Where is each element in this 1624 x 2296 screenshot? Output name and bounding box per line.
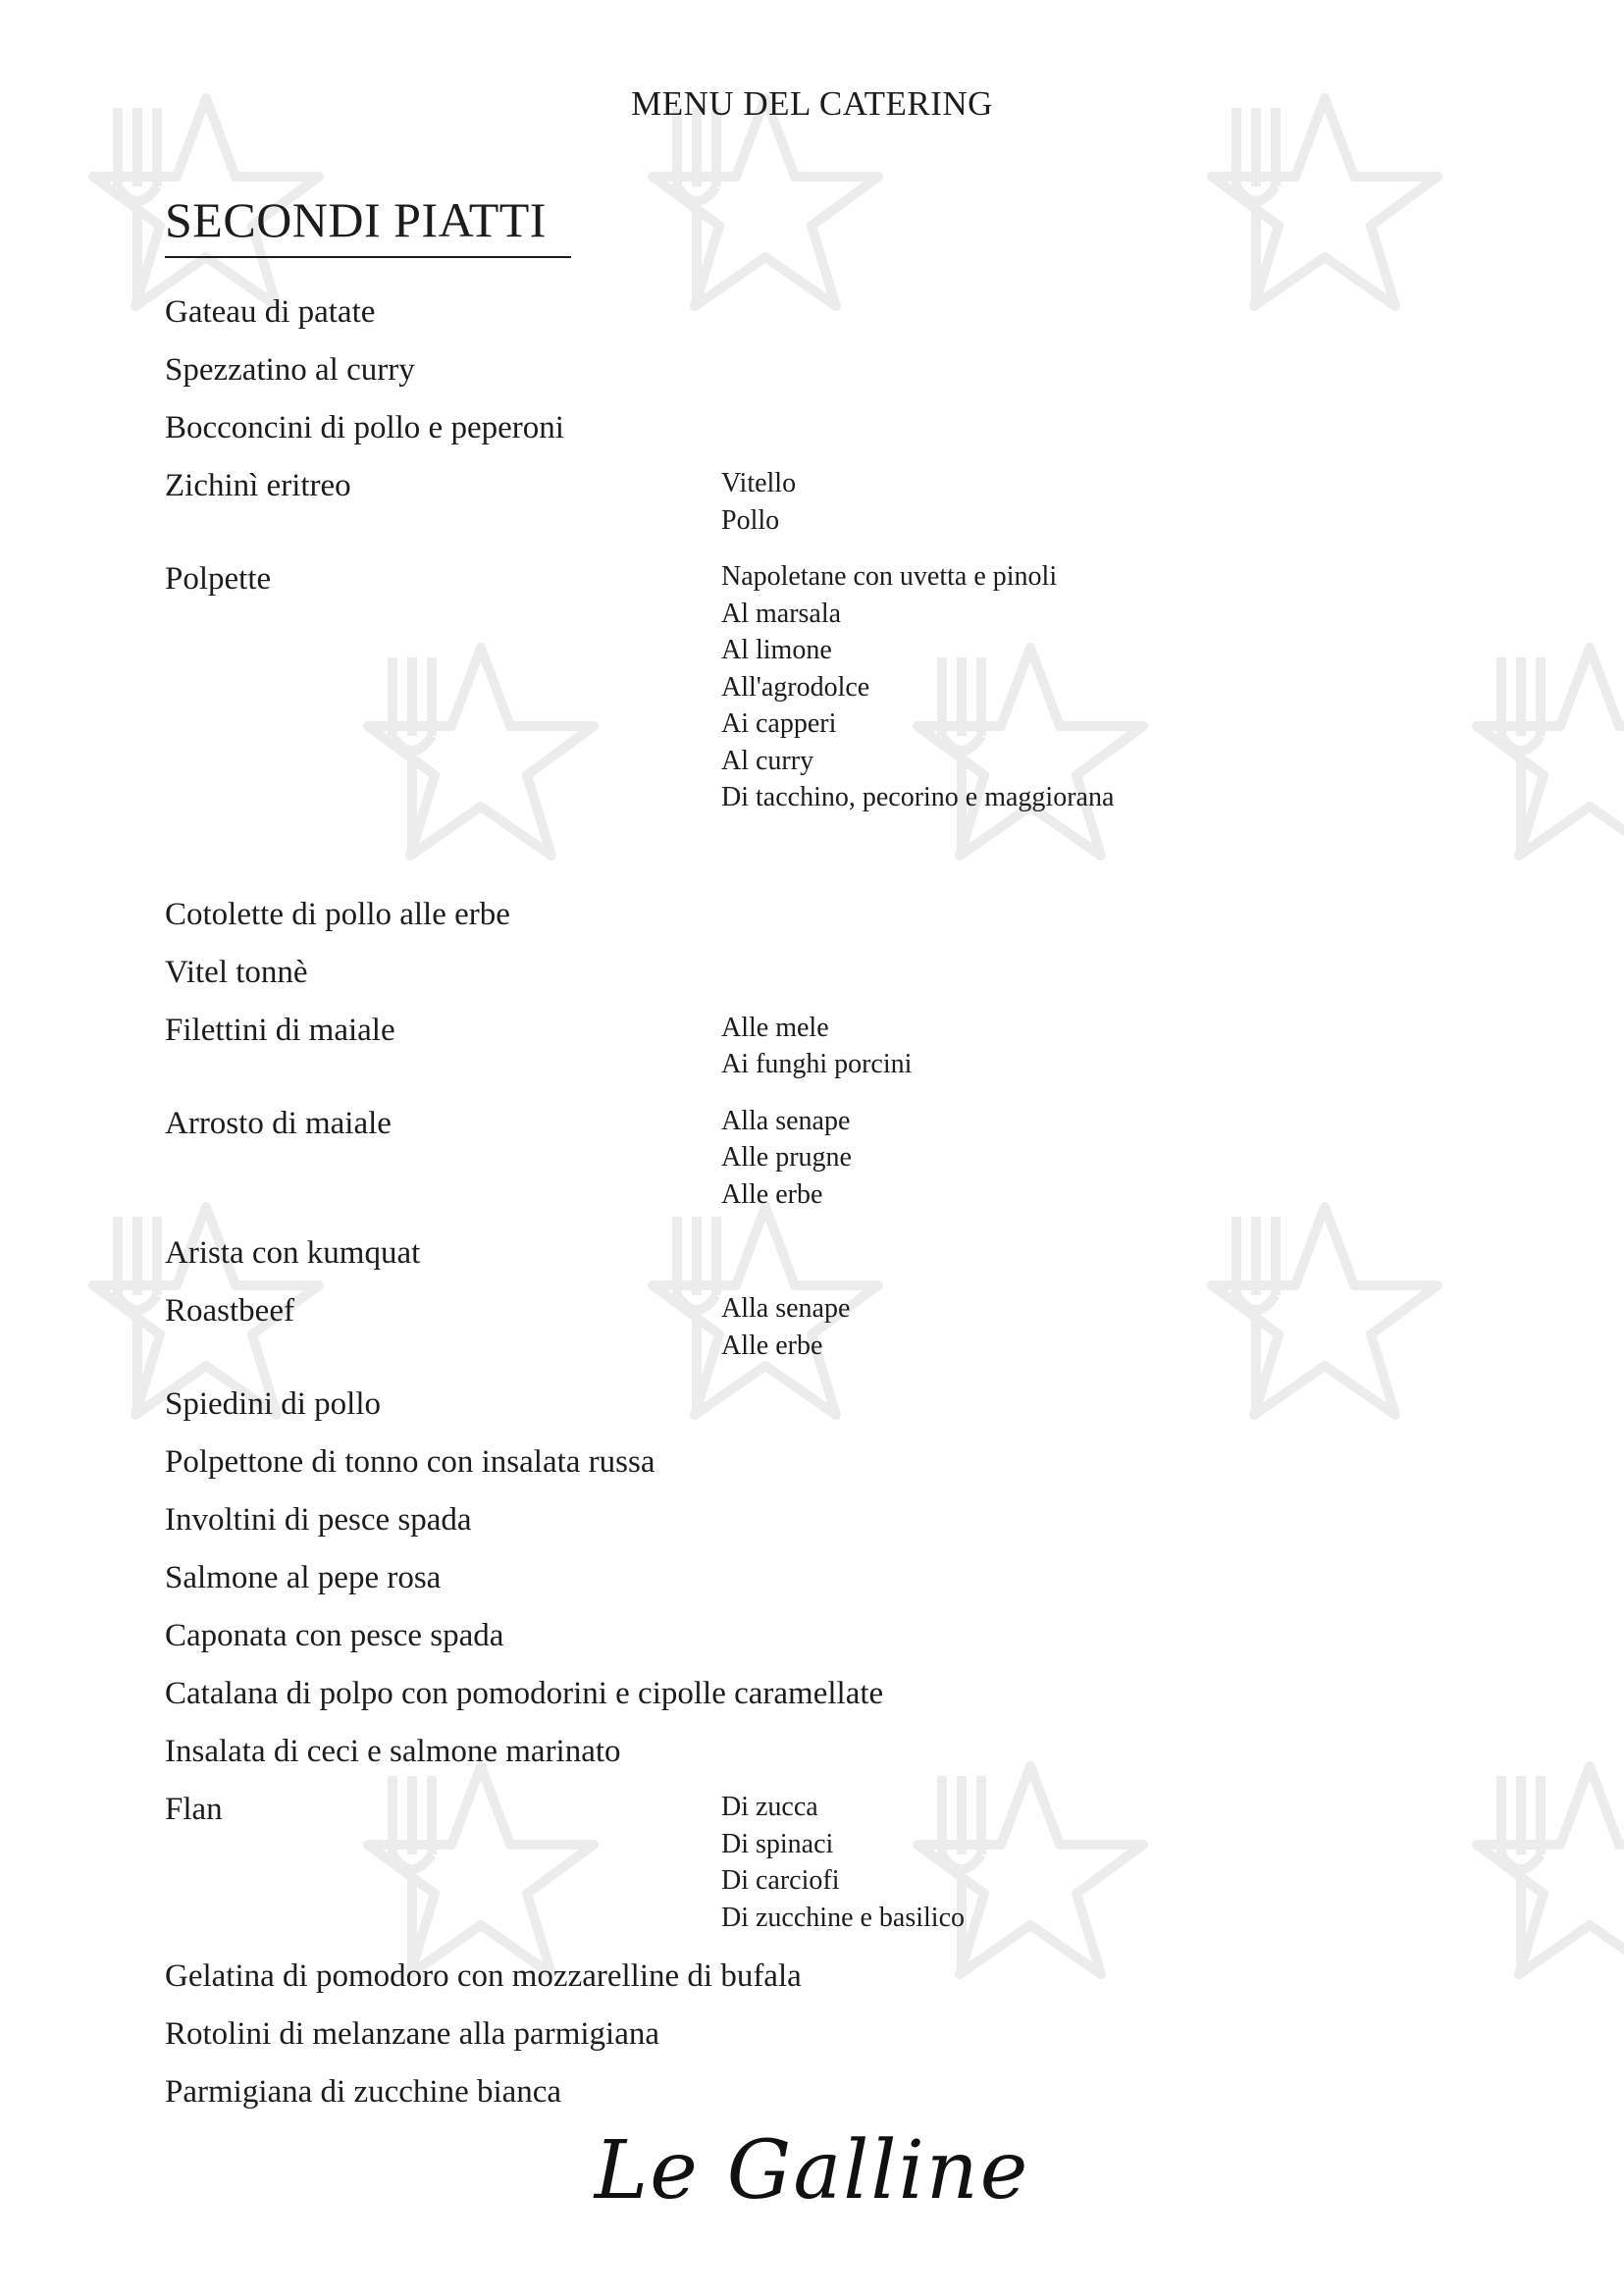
dish-name: Spiedini di pollo xyxy=(165,1386,382,1422)
dish-row xyxy=(165,1491,1441,1549)
dish-name: Spezzatino al curry xyxy=(165,352,415,388)
dish-variants xyxy=(721,457,796,550)
dish-row xyxy=(165,1549,1441,1607)
dish-variants xyxy=(721,1002,912,1095)
dish-row xyxy=(165,1607,1441,1665)
dish-variant: Alle erbe xyxy=(721,1330,823,1361)
dish-list xyxy=(165,284,1441,2121)
dish-variant: Al marsala xyxy=(721,598,842,629)
dish-row xyxy=(165,828,1441,886)
dish-row xyxy=(165,284,1441,341)
dish-variant: Al curry xyxy=(721,745,814,776)
dish-variant: Pollo xyxy=(721,504,780,536)
dish-name: Arista con kumquat xyxy=(165,1235,421,1271)
dish-name: Cotolette di pollo alle erbe xyxy=(165,896,510,932)
dish-variant: Di zucchine e basilico xyxy=(721,1902,966,1933)
dish-row xyxy=(165,1948,1441,2006)
dish-variant: Ai funghi porcini xyxy=(721,1049,913,1079)
dish-name: Bocconcini di pollo e peperoni xyxy=(165,410,564,445)
dish-variant: Ai capperi xyxy=(721,708,837,739)
dish-variants xyxy=(721,1781,965,1948)
dish-name: Catalana di polpo con pomodorini e cipolle caramellate xyxy=(165,1676,884,1711)
dish-name: Zichinì eritreo xyxy=(165,468,351,503)
dish-row xyxy=(165,550,1441,828)
dish-name: Filettini di maiale xyxy=(165,1012,395,1048)
dish-row xyxy=(165,886,1441,944)
dish-variant: Alle mele xyxy=(721,1012,829,1043)
dish-row xyxy=(165,457,1441,550)
restaurant-logo: Le Galline xyxy=(594,2124,1030,2218)
section-title: SECONDI PIATTI xyxy=(165,191,571,258)
dish-name: Vitel tonnè xyxy=(165,954,308,990)
dish-row xyxy=(165,1723,1441,1781)
dish-row xyxy=(165,399,1441,457)
dish-variant: Alle prugne xyxy=(721,1142,852,1173)
dish-variant: Al limone xyxy=(721,635,832,665)
dish-variant: Alla senape xyxy=(721,1293,851,1324)
dish-name: Roastbeef xyxy=(165,1293,294,1329)
dish-row xyxy=(165,2063,1441,2121)
dish-name: Polpettone di tonno con insalata russa xyxy=(165,1444,655,1480)
dish-row xyxy=(165,1665,1441,1723)
fork-star-icon xyxy=(1442,628,1624,883)
fork-star-icon xyxy=(1442,1747,1624,2002)
dish-row xyxy=(165,1282,1441,1376)
dish-variant: Alla senape xyxy=(721,1105,851,1136)
dish-row xyxy=(165,944,1441,1002)
dish-variant: Di tacchino, pecorino e maggiorana xyxy=(721,782,1115,812)
dish-name: Involtini di pesce spada xyxy=(165,1502,472,1538)
dish-name: Flan xyxy=(165,1792,223,1827)
dish-variants xyxy=(721,550,1114,828)
dish-variant: Vitello xyxy=(721,468,797,498)
dish-variant: Alle erbe xyxy=(721,1178,823,1210)
dish-variant: Napoletane con uvetta e pinoli xyxy=(721,561,1058,592)
dish-row xyxy=(165,1095,1441,1226)
dish-row xyxy=(165,2006,1441,2063)
dish-row xyxy=(165,1781,1441,1948)
dish-name: Gateau di patate xyxy=(165,294,376,330)
dish-variant: All'agrodolce xyxy=(721,671,870,703)
dish-variant: Di spinaci xyxy=(721,1828,834,1859)
dish-name: Parmigiana di zucchine bianca xyxy=(165,2074,562,2110)
dish-variants xyxy=(721,1282,850,1376)
dish-name: Gelatina di pomodoro con mozzarelline di bufala xyxy=(165,1958,802,1994)
dish-variants xyxy=(721,1095,852,1226)
dish-row xyxy=(165,1225,1441,1282)
dish-name: Caponata con pesce spada xyxy=(165,1618,504,1653)
dish-variant: Di zucca xyxy=(721,1792,818,1822)
dish-name: Polpette xyxy=(165,561,272,597)
dish-name: Rotolini di melanzane alla parmigiana xyxy=(165,2016,659,2052)
dish-row xyxy=(165,1002,1441,1095)
menu-header: MENU DEL CATERING xyxy=(631,84,993,123)
dish-name: Arrosto di maiale xyxy=(165,1105,392,1141)
dish-row xyxy=(165,1434,1441,1491)
dish-name: Salmone al pepe rosa xyxy=(165,1560,442,1595)
dish-row xyxy=(165,1376,1441,1434)
dish-row xyxy=(165,341,1441,399)
dish-variant: Di carciofi xyxy=(721,1865,840,1896)
dish-name xyxy=(165,828,721,886)
dish-name: Insalata di ceci e salmone marinato xyxy=(165,1734,621,1769)
